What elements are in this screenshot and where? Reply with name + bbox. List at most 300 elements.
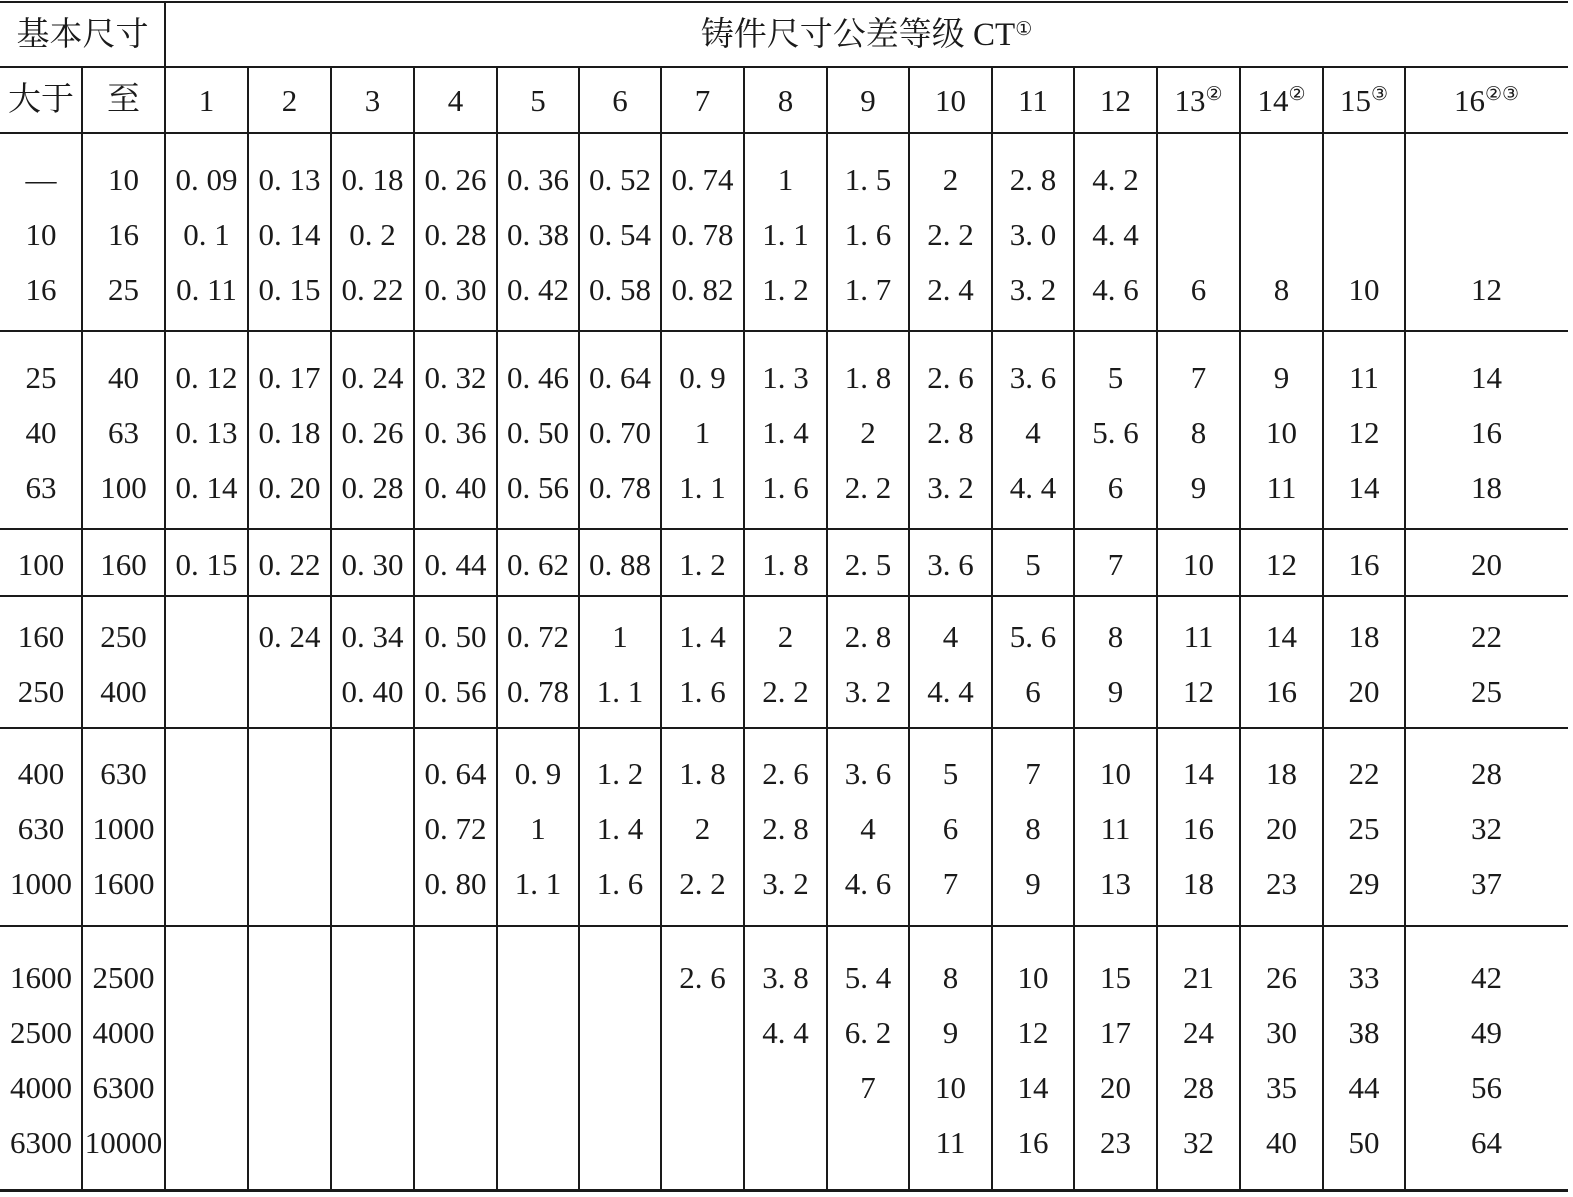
- size-over-cell: [0, 467, 82, 507]
- cell-value: 400: [17, 755, 65, 791]
- size-over-cell: [0, 1012, 82, 1052]
- size-over-cell: [0, 412, 82, 452]
- tolerance-cell: [1323, 1122, 1405, 1162]
- cell-value: 0. 42: [507, 271, 569, 307]
- cell-value: 10: [935, 1069, 966, 1105]
- tolerance-cell: [1074, 808, 1157, 848]
- cell-value: 10: [1017, 959, 1049, 995]
- cell-value: 0. 74: [671, 161, 734, 197]
- tolerance-cell: [992, 957, 1074, 997]
- tolerance-cell: [579, 808, 661, 848]
- cell-value: 12: [1348, 414, 1380, 450]
- tolerance-cell: [331, 357, 414, 397]
- grade-header: [909, 70, 992, 130]
- grade-header: [661, 70, 744, 130]
- tolerance-cell: [1157, 1012, 1240, 1052]
- size-to-cell: [82, 544, 165, 584]
- cell-value: 100: [100, 469, 147, 505]
- size-to-cell: [82, 159, 165, 199]
- tolerance-cell: [248, 616, 331, 656]
- tolerance-cell: [497, 214, 579, 254]
- cell-value: 0. 12: [175, 359, 238, 395]
- tolerance-cell: [1074, 1122, 1157, 1162]
- size-over-cell: [0, 159, 82, 199]
- cell-value: 0. 78: [671, 216, 734, 252]
- grade-label: 1: [198, 82, 215, 118]
- tolerance-cell: [1157, 269, 1240, 309]
- cell-value: 0. 14: [258, 216, 321, 252]
- size-over-cell: [0, 616, 82, 656]
- tolerance-cell: [744, 671, 827, 711]
- tolerance-cell: [744, 544, 827, 584]
- grade-header: [165, 70, 248, 130]
- size-to-cell: [82, 467, 165, 507]
- grade-header: [248, 70, 331, 130]
- tolerance-cell: [1074, 1067, 1157, 1107]
- tolerance-cell: [827, 1067, 909, 1107]
- grade-header: [744, 70, 827, 130]
- cell-value: 3. 6: [1009, 359, 1057, 395]
- grade-header: [1323, 70, 1405, 130]
- size-over-cell: [0, 544, 82, 584]
- cell-value: 14: [1266, 618, 1297, 654]
- cell-value: 10: [108, 161, 139, 197]
- grade-label: 11: [1018, 82, 1048, 118]
- tolerance-cell: [497, 808, 579, 848]
- size-over-cell: [0, 863, 82, 903]
- cell-value: 1. 8: [762, 546, 809, 582]
- tolerance-cell: [744, 1012, 827, 1052]
- cell-value: 0. 30: [341, 546, 404, 582]
- cell-value: 630: [17, 810, 65, 846]
- cell-value: 6: [1190, 271, 1207, 307]
- tolerance-cell: [827, 753, 909, 793]
- cell-value: 18: [1266, 755, 1297, 791]
- tolerance-cell: [1074, 1012, 1157, 1052]
- tolerance-cell: [497, 412, 579, 452]
- cell-value: 0. 11: [176, 271, 237, 307]
- tolerance-cell: [827, 671, 909, 711]
- tolerance-cell: [1240, 957, 1323, 997]
- tolerance-cell: [1157, 616, 1240, 656]
- footnote-mark: ③: [1370, 83, 1389, 105]
- size-to-cell: [82, 808, 165, 848]
- tolerance-cell: [827, 412, 909, 452]
- cell-value: 6300: [92, 1069, 155, 1105]
- cell-value: 10: [1266, 414, 1297, 450]
- cell-value: 1. 7: [844, 271, 892, 307]
- tolerance-cell: [909, 1012, 992, 1052]
- tolerance-cell: [744, 467, 827, 507]
- cell-value: 3. 2: [762, 865, 809, 901]
- tolerance-cell: [661, 863, 744, 903]
- tolerance-cell: [827, 357, 909, 397]
- tolerance-cell: [1240, 1012, 1323, 1052]
- tolerance-cell: [1323, 1012, 1405, 1052]
- cell-value: 12: [1471, 271, 1502, 307]
- tolerance-cell: [1157, 1122, 1240, 1162]
- tolerance-cell: [1405, 957, 1568, 997]
- tolerance-cell: [992, 214, 1074, 254]
- to-label: 至: [107, 81, 140, 118]
- tolerance-cell: [992, 616, 1074, 656]
- tolerance-cell: [1157, 544, 1240, 584]
- cell-value: 9: [1273, 359, 1290, 395]
- tolerance-cell: [1323, 467, 1405, 507]
- cell-value: 4. 4: [927, 673, 974, 709]
- tolerance-cell: [744, 357, 827, 397]
- grade-label: 8: [777, 82, 794, 118]
- cell-value: 0. 26: [341, 414, 404, 450]
- cell-value: 0. 1: [183, 216, 230, 252]
- tolerance-cell: [1323, 671, 1405, 711]
- table-rule: [0, 330, 1568, 332]
- cell-value: 2. 2: [844, 469, 892, 505]
- cell-value: 16: [1348, 546, 1380, 582]
- tolerance-cell: [992, 753, 1074, 793]
- cell-value: 0. 64: [589, 359, 651, 395]
- table-rule: [0, 528, 1568, 530]
- tolerance-cell: [497, 159, 579, 199]
- tolerance-cell: [827, 808, 909, 848]
- basic-size-label: 基本尺寸: [16, 16, 149, 53]
- cell-value: 1. 4: [679, 618, 726, 654]
- cell-value: 0. 50: [424, 618, 487, 654]
- tolerance-cell: [744, 159, 827, 199]
- tolerance-cell: [331, 269, 414, 309]
- tolerance-cell: [992, 467, 1074, 507]
- cell-value: 3. 8: [762, 959, 809, 995]
- cell-value: 0. 18: [258, 414, 321, 450]
- tolerance-cell: [744, 957, 827, 997]
- table-rule: [0, 132, 1568, 134]
- cell-value: 10: [1100, 755, 1131, 791]
- tolerance-cell: [992, 671, 1074, 711]
- tolerance-cell: [1240, 357, 1323, 397]
- tolerance-cell: [165, 159, 248, 199]
- tolerance-cell: [414, 412, 497, 452]
- size-to-cell: [82, 863, 165, 903]
- cell-value: 400: [100, 673, 147, 709]
- cell-value: 0. 40: [341, 673, 404, 709]
- cell-value: 160: [100, 546, 147, 582]
- cell-value: 16: [25, 271, 57, 307]
- cell-value: 5. 6: [1092, 414, 1139, 450]
- cell-value: 12: [1266, 546, 1297, 582]
- cell-value: 1. 1: [596, 673, 644, 709]
- size-over-cell: [0, 753, 82, 793]
- cell-value: 0. 18: [341, 161, 404, 197]
- tolerance-cell: [331, 412, 414, 452]
- tolerance-cell: [1405, 1012, 1568, 1052]
- cell-value: 0. 34: [341, 618, 404, 654]
- tolerance-cell: [909, 863, 992, 903]
- cell-value: 0. 15: [258, 271, 321, 307]
- cell-value: 38: [1348, 1014, 1380, 1050]
- cell-value: 250: [100, 618, 147, 654]
- tolerance-cell: [1240, 269, 1323, 309]
- tolerance-cell: [497, 863, 579, 903]
- cell-value: 10: [25, 216, 57, 252]
- cell-value: 0. 09: [175, 161, 238, 197]
- tolerance-cell: [1240, 863, 1323, 903]
- tolerance-cell: [165, 357, 248, 397]
- cell-value: 0. 56: [424, 673, 487, 709]
- tolerance-cell: [1157, 671, 1240, 711]
- tolerance-cell: [1074, 957, 1157, 997]
- footnote-mark: ②③: [1484, 83, 1520, 105]
- tolerance-cell: [1157, 808, 1240, 848]
- tolerance-cell: [579, 412, 661, 452]
- size-to-cell: [82, 671, 165, 711]
- tolerance-cell: [1240, 808, 1323, 848]
- cell-value: 1. 1: [679, 469, 726, 505]
- tolerance-cell: [1405, 357, 1568, 397]
- cell-value: 9: [1190, 469, 1207, 505]
- cell-value: 5: [1025, 546, 1041, 582]
- cell-value: 15: [1100, 959, 1131, 995]
- cell-value: 5. 6: [1009, 618, 1057, 654]
- tolerance-cell: [414, 159, 497, 199]
- cell-value: 630: [100, 755, 147, 791]
- size-over-cell: [0, 1122, 82, 1162]
- tolerance-cell: [744, 412, 827, 452]
- cell-value: 1. 6: [762, 469, 809, 505]
- cell-value: 25: [25, 359, 57, 395]
- cell-value: 0. 56: [507, 469, 569, 505]
- cell-value: 4. 4: [762, 1014, 809, 1050]
- tolerance-cell: [1157, 957, 1240, 997]
- tolerance-cell: [497, 357, 579, 397]
- tolerance-cell: [909, 671, 992, 711]
- tolerance-cell: [331, 671, 414, 711]
- cell-value: 0. 24: [341, 359, 404, 395]
- cell-value: 0. 78: [589, 469, 651, 505]
- cell-value: 7: [942, 865, 959, 901]
- cell-value: 1. 4: [762, 414, 809, 450]
- tolerance-cell: [909, 1067, 992, 1107]
- cell-value: 7: [860, 1069, 876, 1105]
- cell-value: 250: [17, 673, 65, 709]
- grade-label: 9: [860, 82, 876, 118]
- cell-value: 0. 22: [258, 546, 321, 582]
- tolerance-cell: [1074, 544, 1157, 584]
- tolerance-cell: [497, 269, 579, 309]
- cell-value: 8: [942, 959, 959, 995]
- tolerance-cell: [909, 616, 992, 656]
- cell-value: 1. 2: [596, 755, 644, 791]
- cell-value: 0. 50: [507, 414, 569, 450]
- cell-value: 25: [1348, 810, 1380, 846]
- tolerance-cell: [744, 808, 827, 848]
- tolerance-cell: [1240, 671, 1323, 711]
- tolerance-cell: [414, 616, 497, 656]
- grade-header: [1157, 70, 1240, 130]
- tolerance-cell: [1240, 412, 1323, 452]
- cell-value: 26: [1266, 959, 1297, 995]
- cell-value: 23: [1266, 865, 1297, 901]
- tolerance-cell: [744, 616, 827, 656]
- cell-value: 14: [1183, 755, 1214, 791]
- tolerance-cell: [579, 863, 661, 903]
- cell-value: 1: [777, 161, 794, 197]
- size-to-cell: [82, 1067, 165, 1107]
- cell-value: 2: [860, 414, 876, 450]
- tolerance-cell: [1405, 808, 1568, 848]
- tolerance-cell: [992, 412, 1074, 452]
- table-rule: [0, 1189, 1568, 1192]
- cell-value: 4. 4: [1009, 469, 1057, 505]
- tolerance-cell: [414, 753, 497, 793]
- tolerance-cell: [1323, 808, 1405, 848]
- tolerance-cell: [1323, 863, 1405, 903]
- tolerance-cell: [1240, 753, 1323, 793]
- tolerance-cell: [1405, 671, 1568, 711]
- size-over-cell: [0, 957, 82, 997]
- size-to-cell: [82, 616, 165, 656]
- cell-value: 3. 2: [1009, 271, 1057, 307]
- tolerance-cell: [909, 214, 992, 254]
- grade-label: 3: [364, 82, 381, 118]
- cell-value: 4000: [92, 1014, 155, 1050]
- cell-value: 30: [1266, 1014, 1297, 1050]
- cell-value: 4: [860, 810, 876, 846]
- size-to-cell: [82, 1012, 165, 1052]
- cell-value: 12: [1017, 1014, 1049, 1050]
- grade-label: 13: [1174, 82, 1206, 118]
- grade-label: 2: [281, 82, 298, 118]
- cell-value: 40: [1266, 1124, 1297, 1160]
- tolerance-cell: [165, 214, 248, 254]
- tolerance-cell: [579, 467, 661, 507]
- tolerance-cell: [744, 214, 827, 254]
- tolerance-cell: [661, 544, 744, 584]
- grade-label: 12: [1100, 82, 1131, 118]
- footnote-mark: ①: [1015, 18, 1033, 40]
- tolerance-cell: [909, 269, 992, 309]
- tolerance-cell: [1405, 1122, 1568, 1162]
- tolerance-cell: [1323, 412, 1405, 452]
- over-label: 大于: [8, 81, 74, 118]
- cell-value: 0. 70: [589, 414, 651, 450]
- cell-value: 63: [108, 414, 139, 450]
- cell-value: 40: [25, 414, 57, 450]
- tolerance-cell: [497, 616, 579, 656]
- grade-label: 7: [694, 82, 711, 118]
- cell-value: 0. 82: [671, 271, 734, 307]
- table-rule: [0, 727, 1568, 729]
- tolerance-cell: [992, 544, 1074, 584]
- size-to-cell: [82, 357, 165, 397]
- tolerance-cell: [909, 957, 992, 997]
- tolerance-cell: [661, 269, 744, 309]
- cell-value: 0. 72: [424, 810, 487, 846]
- cell-value: 1600: [10, 959, 72, 995]
- size-to-cell: [82, 412, 165, 452]
- cell-value: 7: [1107, 546, 1124, 582]
- cell-value: 0. 36: [507, 161, 569, 197]
- tolerance-cell: [661, 159, 744, 199]
- cell-value: 35: [1266, 1069, 1297, 1105]
- tolerance-cell: [661, 357, 744, 397]
- cell-value: 16: [1017, 1124, 1049, 1160]
- tolerance-cell: [414, 808, 497, 848]
- tolerance-cell: [1157, 753, 1240, 793]
- tolerance-cell: [992, 357, 1074, 397]
- cell-value: 49: [1471, 1014, 1502, 1050]
- cell-value: 3. 6: [844, 755, 892, 791]
- tolerance-cell: [165, 467, 248, 507]
- cell-value: 2500: [10, 1014, 72, 1050]
- cell-value: 63: [25, 469, 57, 505]
- footnote-mark: ②: [1205, 83, 1223, 105]
- cell-value: 29: [1348, 865, 1380, 901]
- cell-value: 16: [108, 216, 139, 252]
- cell-value: 1. 8: [679, 755, 726, 791]
- cell-value: 16: [1471, 414, 1502, 450]
- grade-header: [579, 70, 661, 130]
- grade-header: [1240, 70, 1323, 130]
- over-header: [0, 70, 82, 130]
- cell-value: 11: [1266, 469, 1297, 505]
- cell-value: 4. 6: [1092, 271, 1139, 307]
- cell-value: 0. 26: [424, 161, 487, 197]
- cell-value: 32: [1183, 1124, 1214, 1160]
- cell-value: 0. 54: [589, 216, 651, 252]
- tolerance-cell: [827, 1012, 909, 1052]
- cell-value: 0. 14: [175, 469, 238, 505]
- tolerance-cell: [909, 412, 992, 452]
- tolerance-cell: [744, 269, 827, 309]
- tolerance-cell: [414, 467, 497, 507]
- tolerance-cell: [1323, 753, 1405, 793]
- cell-value: 20: [1100, 1069, 1131, 1105]
- tolerance-cell: [1405, 467, 1568, 507]
- cell-value: 22: [1471, 618, 1502, 654]
- cell-value: 6. 2: [844, 1014, 892, 1050]
- cell-value: —: [25, 161, 57, 197]
- cell-value: 64: [1471, 1124, 1502, 1160]
- cell-value: 24: [1183, 1014, 1214, 1050]
- tolerance-cell: [1323, 957, 1405, 997]
- cell-value: 1000: [10, 865, 72, 901]
- tolerance-cell: [909, 1122, 992, 1162]
- cell-value: 6: [1107, 469, 1124, 505]
- tolerance-cell: [579, 357, 661, 397]
- cell-value: 0. 20: [258, 469, 321, 505]
- cell-value: 42: [1471, 959, 1502, 995]
- cell-value: 160: [17, 618, 65, 654]
- cell-value: 2: [777, 618, 794, 654]
- tolerance-cell: [248, 159, 331, 199]
- tolerance-cell: [1240, 1067, 1323, 1107]
- size-over-cell: [0, 808, 82, 848]
- cell-value: 1. 5: [844, 161, 892, 197]
- tolerance-cell: [909, 357, 992, 397]
- cell-value: 11: [935, 1124, 966, 1160]
- cell-value: 0. 24: [258, 618, 321, 654]
- cell-value: 1. 1: [514, 865, 562, 901]
- cell-value: 1. 3: [762, 359, 809, 395]
- cell-value: 12: [1183, 673, 1214, 709]
- cell-value: 2. 8: [844, 618, 892, 654]
- grade-header: [992, 70, 1074, 130]
- tolerance-cell: [1074, 616, 1157, 656]
- cell-value: 25: [108, 271, 139, 307]
- size-over-cell: [0, 1067, 82, 1107]
- cell-value: 1: [694, 414, 711, 450]
- tolerance-cell: [497, 467, 579, 507]
